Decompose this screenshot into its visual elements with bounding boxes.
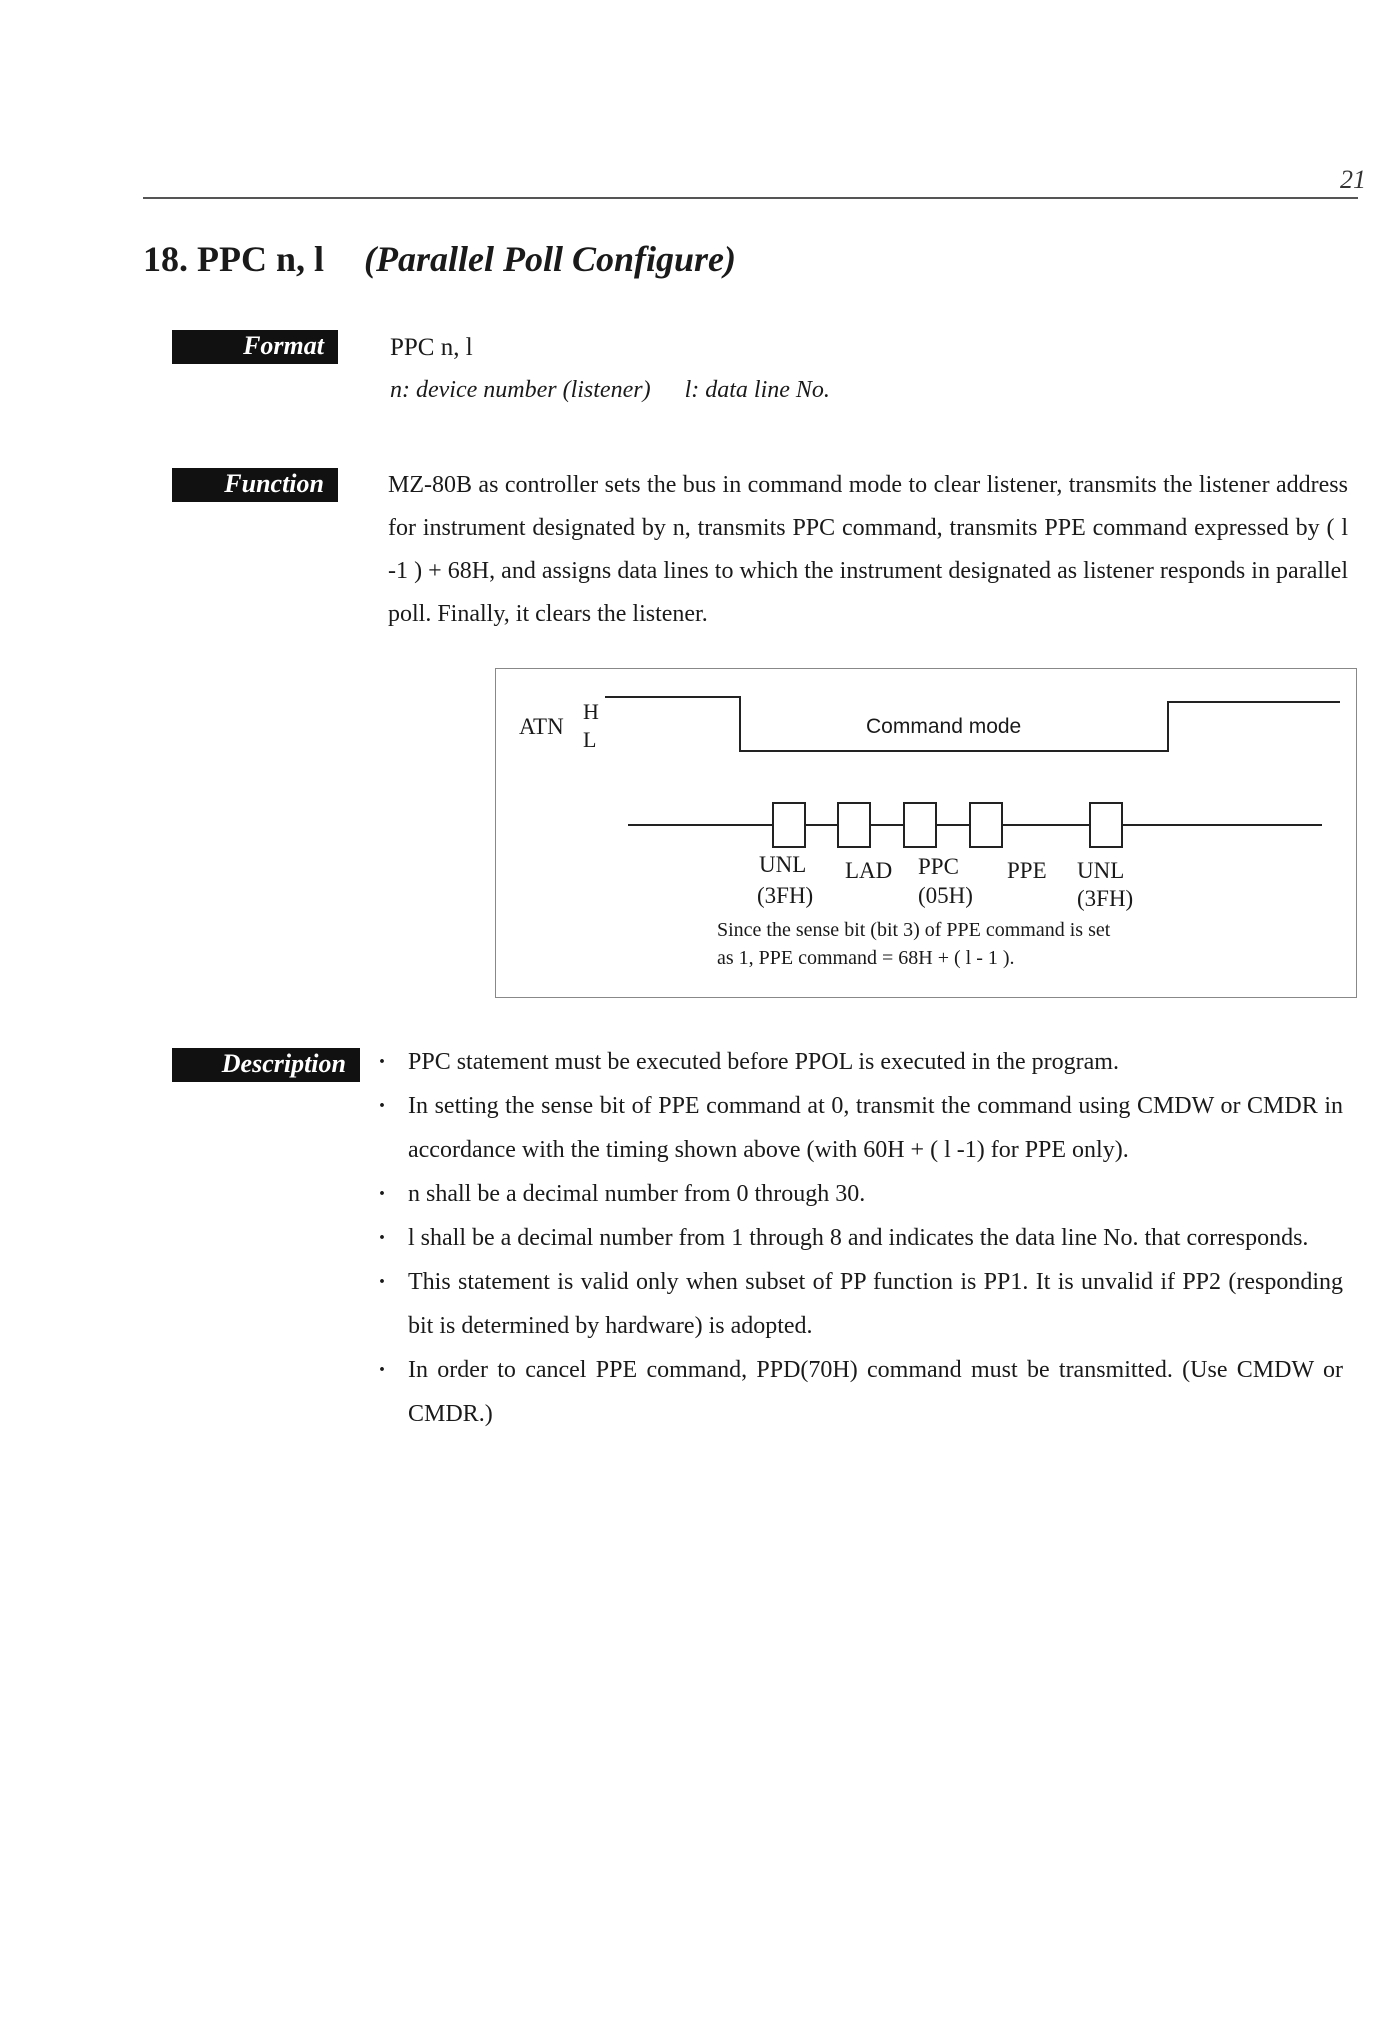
- byte-box-lad: [838, 803, 870, 847]
- description-item: · n shall be a decimal number from 0 through 30.: [378, 1172, 1343, 1216]
- format-syntax: PPC n, l: [390, 334, 473, 361]
- format-label: Format: [172, 330, 338, 364]
- description-item: · l shall be a decimal number from 1 through 8 and indicates the data line No. that corresponds.: [378, 1216, 1343, 1260]
- param-l: l: data line No.: [684, 377, 830, 403]
- description-item: · In setting the sense bit of PPE command at 0, transmit the command using CMDW or CMDR in accordance with the timing shown above (with 60H + ( l -1) for PPE only).: [378, 1084, 1343, 1172]
- description-label: Description: [172, 1048, 360, 1082]
- diagram-note: [717, 916, 1110, 972]
- cmd-ppc: PPC: [918, 854, 959, 879]
- description-item: · This statement is valid only when subset of PP function is PP1. It is unvalid if PP2 (responding bit is determined by hardware) is adopted.: [378, 1260, 1343, 1348]
- byte-box-unl1: [773, 803, 805, 847]
- diagram-note-line-1: Since the sense bit (bit 3) of PPE command is set: [717, 919, 1111, 941]
- cmd-ppc-hex: (05H): [918, 883, 973, 908]
- low-level-label: L: [583, 727, 597, 752]
- high-level-label: H: [583, 699, 599, 724]
- cmd-unl-second-hex: (3FH): [1077, 886, 1134, 911]
- byte-box-ppc: [904, 803, 936, 847]
- byte-box-unl2: [1090, 803, 1122, 847]
- command-mode-label: Command mode: [866, 715, 1022, 738]
- diagram-note-line-2: as 1, PPE command = 68H + ( l - 1 ).: [717, 947, 1015, 969]
- description-item: · PPC statement must be executed before PPOL is executed in the program.: [378, 1040, 1343, 1084]
- function-paragraph: MZ-80B as controller sets the bus in command mode to clear listener, transmits the listener address for instrument designated by n, transmits PPC command, transmits PPE command expressed by ( l -1 ) + 68H, and assigns data lines to which the instrument designated as listener responds in parallel poll. Finally, it clears the listener.: [388, 472, 1348, 627]
- section-subtitle: (Parallel Poll Configure): [364, 239, 737, 279]
- byte-box-ppe: [970, 803, 1002, 847]
- atn-label: ATN: [519, 714, 564, 739]
- cmd-unl-second: UNL: [1077, 858, 1125, 883]
- cmd-lad: LAD: [845, 858, 893, 883]
- description-item: · In order to cancel PPE command, PPD(70H) command must be transmitted. (Use CMDW or CMDR.): [378, 1348, 1343, 1436]
- function-label: Function: [172, 468, 338, 502]
- section-title: 18. PPC n, l: [143, 239, 325, 279]
- cmd-unl-first-hex: (3FH): [757, 883, 814, 908]
- description-list: [378, 1040, 1343, 1436]
- param-n: n: device number (listener): [390, 377, 651, 403]
- cmd-ppe: PPE: [1007, 858, 1047, 883]
- page-number: 21: [1340, 165, 1366, 194]
- cmd-unl-first: UNL: [759, 852, 807, 877]
